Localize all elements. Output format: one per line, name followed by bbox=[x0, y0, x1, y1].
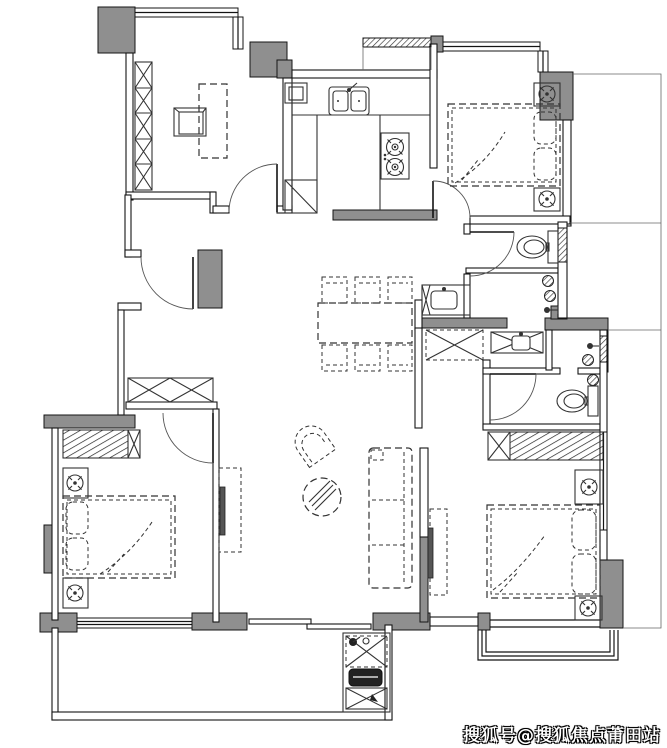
study-window bbox=[135, 8, 238, 17]
office-chair-icon bbox=[174, 108, 206, 136]
tv-unit-icon bbox=[428, 509, 447, 595]
nightstand-icon bbox=[575, 596, 602, 620]
kitchen-window-screen bbox=[363, 38, 431, 70]
shoe-cabinet-icon bbox=[128, 378, 213, 402]
master-bedroom bbox=[428, 432, 603, 620]
study-room bbox=[135, 62, 227, 190]
balcony bbox=[343, 633, 390, 712]
bedroom-bottom-left bbox=[63, 430, 175, 608]
nightstand-icon bbox=[534, 188, 560, 211]
toilet-icon bbox=[557, 386, 598, 416]
blanket-fold bbox=[100, 522, 152, 574]
pillow bbox=[66, 502, 88, 534]
wardrobe-icon bbox=[488, 432, 603, 460]
kitchen-room bbox=[285, 83, 430, 213]
bay-window bbox=[478, 620, 618, 660]
dining-table-icon bbox=[318, 303, 412, 343]
dining-chair-icon bbox=[355, 345, 380, 371]
blanket-fold bbox=[493, 535, 545, 592]
tv-unit-icon bbox=[219, 468, 241, 552]
study-window-side bbox=[233, 17, 243, 49]
pillow bbox=[572, 554, 596, 594]
dining-chair-icon bbox=[322, 345, 347, 371]
armchair-icon bbox=[289, 420, 336, 468]
ac-ledge-outline bbox=[570, 74, 661, 628]
pillow bbox=[534, 148, 556, 180]
bedroom2-window bbox=[443, 42, 540, 51]
bedroom2-window-side bbox=[538, 51, 548, 72]
dining-chair-icon bbox=[355, 277, 380, 303]
watermark-text: 搜狐号@搜狐焦点莆田站 bbox=[463, 726, 661, 746]
kitchen-sink-icon bbox=[329, 83, 369, 115]
bookshelf-icon bbox=[135, 62, 152, 190]
shower-room-window bbox=[600, 336, 607, 362]
floor-drain-icon bbox=[588, 375, 599, 386]
blanket-fold bbox=[455, 132, 505, 183]
gas-stove-icon bbox=[381, 133, 409, 179]
coffee-table-icon bbox=[303, 478, 341, 516]
nightstand-icon bbox=[575, 470, 603, 504]
floor-drain-icon bbox=[543, 276, 554, 287]
balcony-sliding-door bbox=[249, 619, 371, 629]
dining-chair-icon bbox=[388, 345, 412, 371]
floor-drain-icon bbox=[583, 355, 594, 366]
doors bbox=[141, 164, 536, 629]
nightstand-icon bbox=[63, 468, 88, 498]
master-toilet-door bbox=[490, 374, 536, 420]
dining-chair-icon bbox=[388, 277, 412, 303]
wardrobe-icon bbox=[63, 430, 140, 458]
storage-cabinet-icon bbox=[426, 330, 483, 360]
pillow bbox=[572, 510, 596, 550]
study-door bbox=[229, 164, 277, 212]
washbasin-vanity-icon bbox=[422, 285, 470, 315]
living-area bbox=[219, 420, 412, 588]
bed-icon bbox=[63, 496, 175, 578]
dining-chair-icon bbox=[322, 277, 347, 303]
entry-door bbox=[141, 257, 193, 309]
nightstand-icon bbox=[63, 578, 88, 608]
bathroom1-window bbox=[558, 228, 567, 262]
washbasin-vanity-icon bbox=[491, 332, 543, 353]
sofa-icon bbox=[369, 448, 412, 588]
laundry-unit-icon bbox=[343, 633, 390, 712]
bed-icon bbox=[487, 505, 600, 598]
shower-head-icon bbox=[587, 343, 599, 349]
dining-area bbox=[318, 277, 412, 371]
bedroom1-door bbox=[163, 413, 213, 463]
toilet-icon bbox=[517, 231, 558, 263]
floor-drain-icon bbox=[545, 291, 556, 302]
bedroom1-window bbox=[77, 618, 192, 628]
foyer bbox=[128, 378, 213, 402]
pillow bbox=[66, 538, 88, 570]
